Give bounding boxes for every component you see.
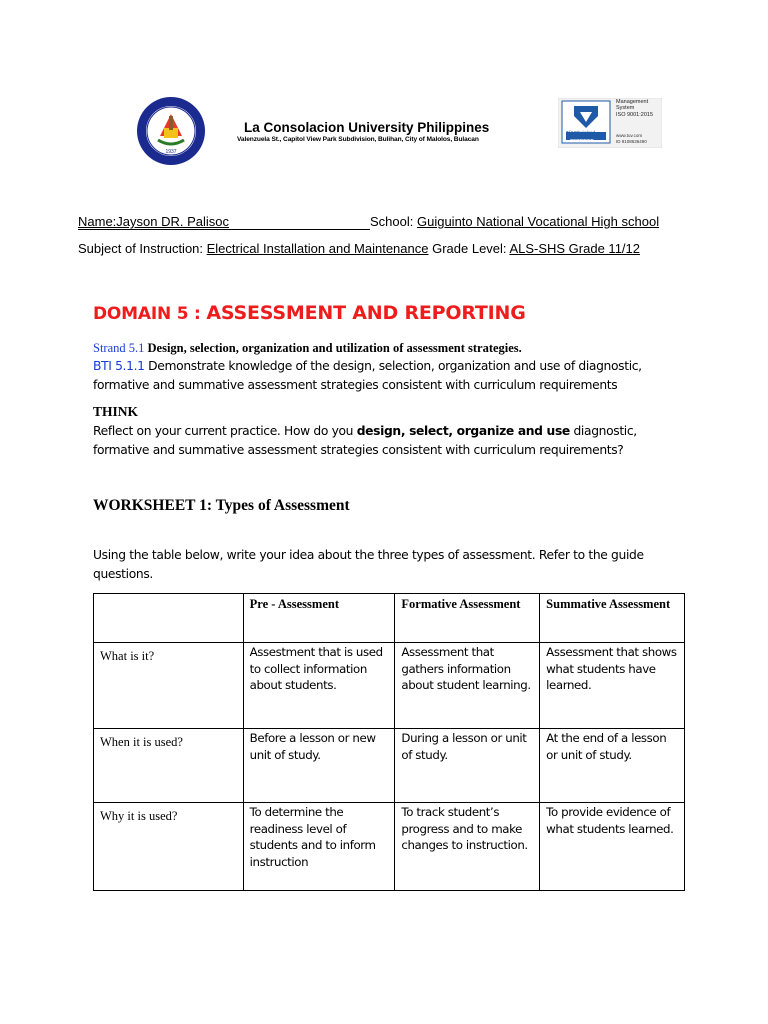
row-label-when: When it is used? — [94, 729, 244, 803]
header-summative-assessment: Summative Assessment — [540, 594, 685, 643]
cert-label: CERTIFIED — [570, 138, 594, 143]
table-cell: Assessment that shows what students have learned. — [540, 643, 685, 729]
name-school-line — [78, 214, 659, 230]
name-field: Name:Jayson DR. Palisoc — [78, 215, 370, 230]
subject-value: Electrical Installation and Maintenance — [206, 241, 429, 256]
table-cell: Assestment that is used to collect information about students. — [243, 643, 395, 729]
table-cell: During a lesson or unit of study. — [395, 729, 540, 803]
header-pre-assessment: Pre - Assessment — [243, 594, 395, 643]
table-row — [94, 729, 685, 803]
header-formative-assessment: Formative Assessment — [395, 594, 540, 643]
worksheet-instructions: Using the table below, write your idea about the three types of assessment. Refer to the guide questions. — [93, 548, 644, 581]
grade-value: ALS-SHS Grade 11/12 — [509, 241, 640, 256]
worksheet-title: WORKSHEET 1: Types of Assessment — [93, 497, 350, 514]
university-seal-logo — [136, 96, 206, 166]
row-label-why: Why it is used? — [94, 803, 244, 891]
table-cell: To provide evidence of what students learned. — [540, 803, 685, 891]
strand-line — [93, 341, 522, 356]
table-cell: To determine the readiness level of students and to inform instruction — [243, 803, 395, 891]
table-cell: To track student’s progress and to make changes to instruction. — [395, 803, 540, 891]
reflect-paragraph: Reflect on your current practice. How do you design, select, organize and use diagnostic, formative and summative assessment strategies consistent with curriculum requirements? — [93, 424, 637, 457]
grade-label: Grade Level: — [428, 241, 510, 256]
subject-label: Subject of Instruction: — [78, 241, 207, 256]
bti-paragraph: BTI 5.1.1 Demonstrate knowledge of the design, selection, organization and use of diagnostic, formative and summative assessment strategies consistent with curriculum requirements — [93, 359, 642, 392]
table-cell: Assessment that gathers information about student learning. — [395, 643, 540, 729]
strand-code: Strand 5.1 — [93, 341, 145, 355]
table-cell: At the end of a lesson or unit of study. — [540, 729, 685, 803]
bti-code: BTI 5.1.1 — [93, 359, 145, 373]
university-name: La Consolacion University Philippines — [244, 120, 490, 135]
cert-site-id: www.tuv.com ID 9108636490 — [616, 133, 647, 144]
cert-management-text: Management System ISO 9001:2015 — [616, 99, 654, 118]
domain-heading: DOMAIN 5 : ASSESSMENT AND REPORTING — [93, 302, 526, 324]
table-corner-cell — [94, 594, 244, 643]
school-label: School: — [370, 214, 417, 229]
table-cell: Before a lesson or new unit of study. — [243, 729, 395, 803]
assessment-types-table — [93, 593, 685, 891]
school-value: Guiguinto National Vocational High school — [416, 214, 660, 229]
table-header-row — [94, 594, 685, 643]
table-row — [94, 803, 685, 891]
subject-grade-line — [78, 241, 640, 256]
cert-brand: TÜVRheinland — [566, 130, 596, 135]
row-label-what: What is it? — [94, 643, 244, 729]
think-heading: THINK — [93, 404, 139, 419]
seal-year: 1937 — [165, 149, 177, 155]
table-row — [94, 643, 685, 729]
strand-text: Design, selection, organization and utilization of assessment strategies. — [144, 341, 522, 355]
university-address: Valenzuela St., Capitol View Park Subdivision, Bulihan, City of Malolos, Bulacan — [237, 136, 479, 143]
